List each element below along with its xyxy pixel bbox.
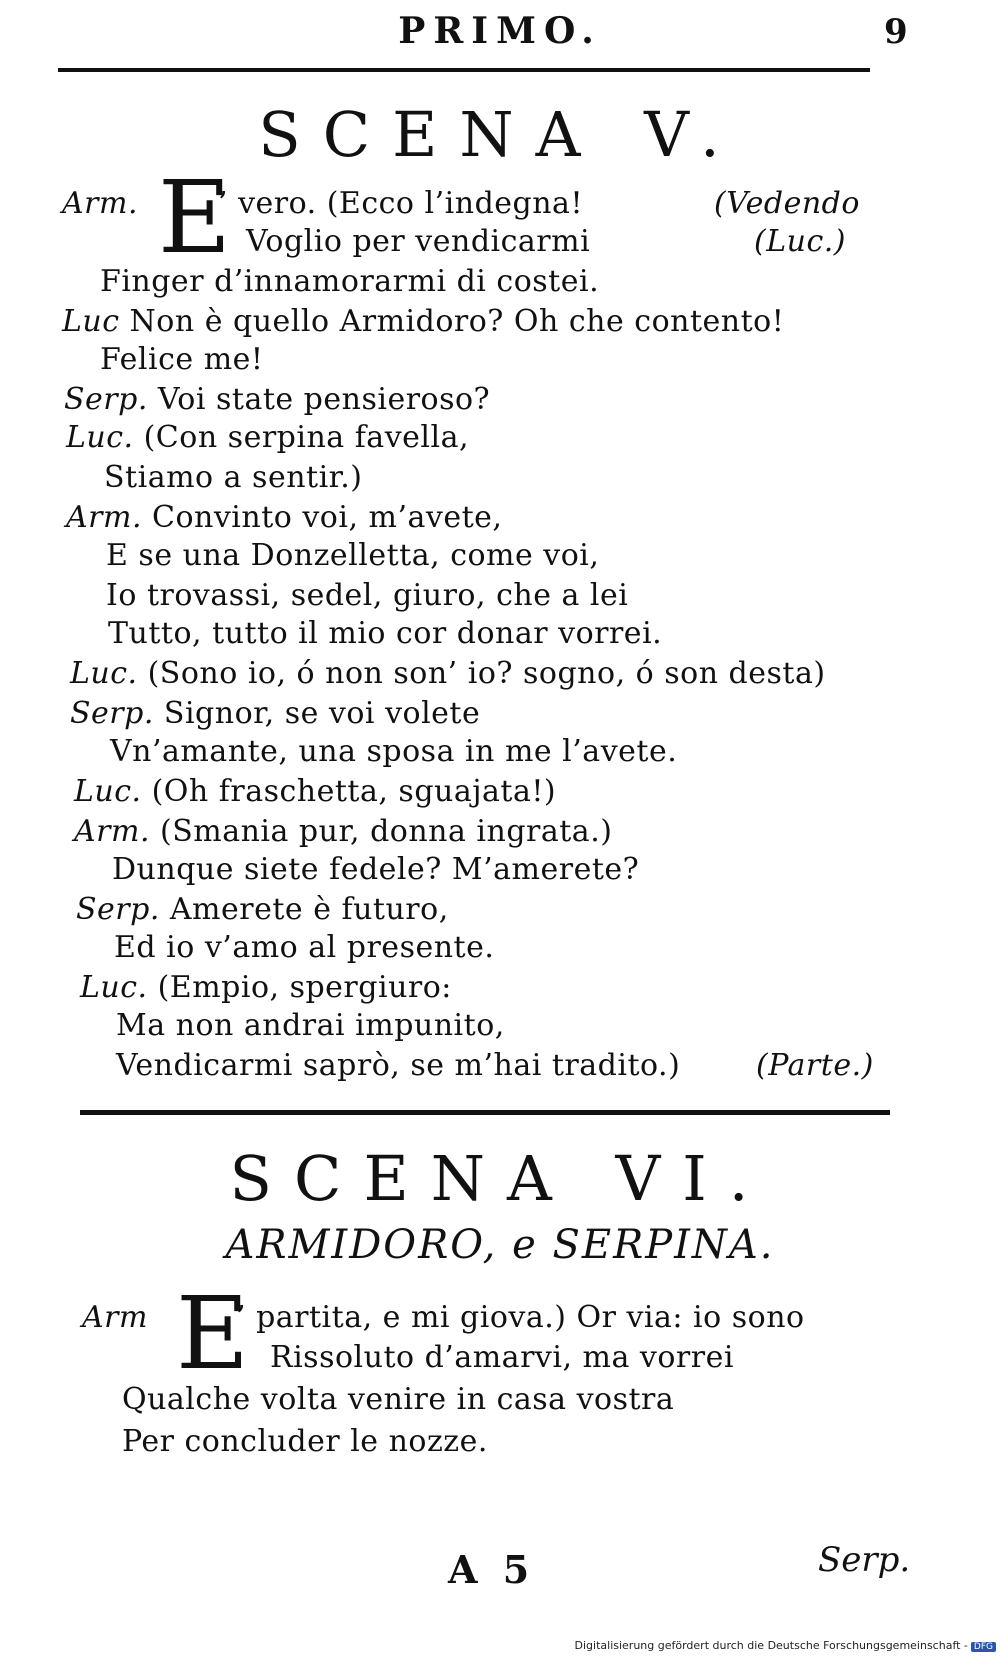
verse-text: Signor, se voi volete: [163, 696, 481, 731]
verse-line: [76, 892, 449, 927]
speaker: Luc.: [74, 774, 142, 809]
speaker: Serp.: [64, 382, 148, 417]
scene-heading: SCENA VI.: [229, 1142, 771, 1215]
verse-text: Ed io v’amo al presente.: [114, 930, 495, 965]
footer-text: Digitalisierung gefördert durch die Deutsche Forschungsgemeinschaft -: [574, 1639, 968, 1652]
verse-text: Felice me!: [100, 342, 264, 377]
verse-line: [62, 186, 148, 221]
verse-text: Finger d’innamorarmi di costei.: [100, 264, 600, 299]
verse-text: Vendicarmi saprò, se m’hai tradito.): [116, 1048, 681, 1083]
speaker: Luc.: [66, 420, 134, 455]
verse-line: [80, 970, 452, 1005]
verse-text: Io trovassi, sedel, giuro, che a lei: [106, 578, 629, 613]
dfg-logo: DFG: [971, 1642, 996, 1652]
stage-direction: (Parte.): [756, 1048, 874, 1083]
verse-text: ’ vero. (Ecco l’indegna!: [218, 186, 583, 221]
verse-line: [64, 382, 490, 417]
drop-cap: E: [176, 1275, 249, 1392]
verse-text: Tutto, tutto il mio cor donar vorrei.: [108, 616, 663, 651]
verse-text: Stiamo a sentir.): [104, 460, 363, 495]
speaker: Arm: [82, 1300, 148, 1335]
cast-list: ARMIDORO, e SERPINA.: [225, 1222, 775, 1268]
stage-direction: (Vedendo: [714, 186, 860, 221]
speaker: Arm.: [66, 500, 142, 535]
header-rule: [58, 68, 870, 72]
verse-line: [74, 774, 556, 809]
verse-text: (Sono io, ó non son’ io? sogno, ó son desta): [147, 656, 826, 691]
verse-line: [74, 814, 612, 849]
verse-text: Voglio per vendicarmi: [246, 224, 591, 259]
catchword: Serp.: [818, 1540, 911, 1580]
speaker: Luc.: [80, 970, 148, 1005]
stage-direction: (Luc.): [754, 224, 846, 259]
speaker: Serp.: [70, 696, 154, 731]
verse-line: [82, 1300, 158, 1335]
speaker: Arm.: [74, 814, 150, 849]
verse-text: Per concluder le nozze.: [122, 1424, 488, 1459]
verse-line: [70, 696, 480, 731]
verse-text: (Con serpina favella,: [143, 420, 470, 455]
verse-line: [62, 304, 784, 339]
verse-text: ’ partita, e mi giova.) Or via: io sono: [236, 1300, 805, 1335]
verse-text: E se una Donzelletta, come voi,: [106, 538, 600, 573]
verse-text: Vn’amante, una sposa in me l’avete.: [110, 734, 678, 769]
speaker: Luc: [62, 304, 120, 339]
page-number: 9: [884, 12, 908, 52]
verse-text: Non è quello Armidoro? Oh che contento!: [129, 304, 785, 339]
speaker: Arm.: [62, 186, 138, 221]
verse-line: [66, 500, 502, 535]
drop-cap: E: [158, 159, 231, 276]
verse-text: Dunque siete fedele? M’amerete?: [112, 852, 640, 887]
speaker: Serp.: [76, 892, 160, 927]
verse-text: Voi state pensieroso?: [157, 382, 491, 417]
verse-text: Amerete è futuro,: [169, 892, 449, 927]
verse-line: [70, 656, 826, 691]
verse-line: [66, 420, 469, 455]
verse-text: Convinto voi, m’avete,: [152, 500, 503, 535]
signature-mark: A 5: [448, 1547, 536, 1592]
verse-text: Rissoluto d’amarvi, ma vorrei: [270, 1340, 734, 1375]
verse-text: Ma non andrai impunito,: [116, 1008, 505, 1043]
speaker: Luc.: [70, 656, 138, 691]
running-head: PRIMO.: [398, 10, 602, 52]
verse-text: (Oh fraschetta, sguajata!): [151, 774, 557, 809]
verse-text: (Empio, spergiuro:: [157, 970, 452, 1005]
scene-heading: SCENA V.: [258, 98, 742, 171]
scene-divider: [80, 1110, 890, 1115]
verse-text: Qualche volta venire in casa vostra: [122, 1382, 675, 1417]
verse-text: (Smania pur, donna ingrata.): [160, 814, 613, 849]
digitization-footer: [575, 1639, 996, 1652]
